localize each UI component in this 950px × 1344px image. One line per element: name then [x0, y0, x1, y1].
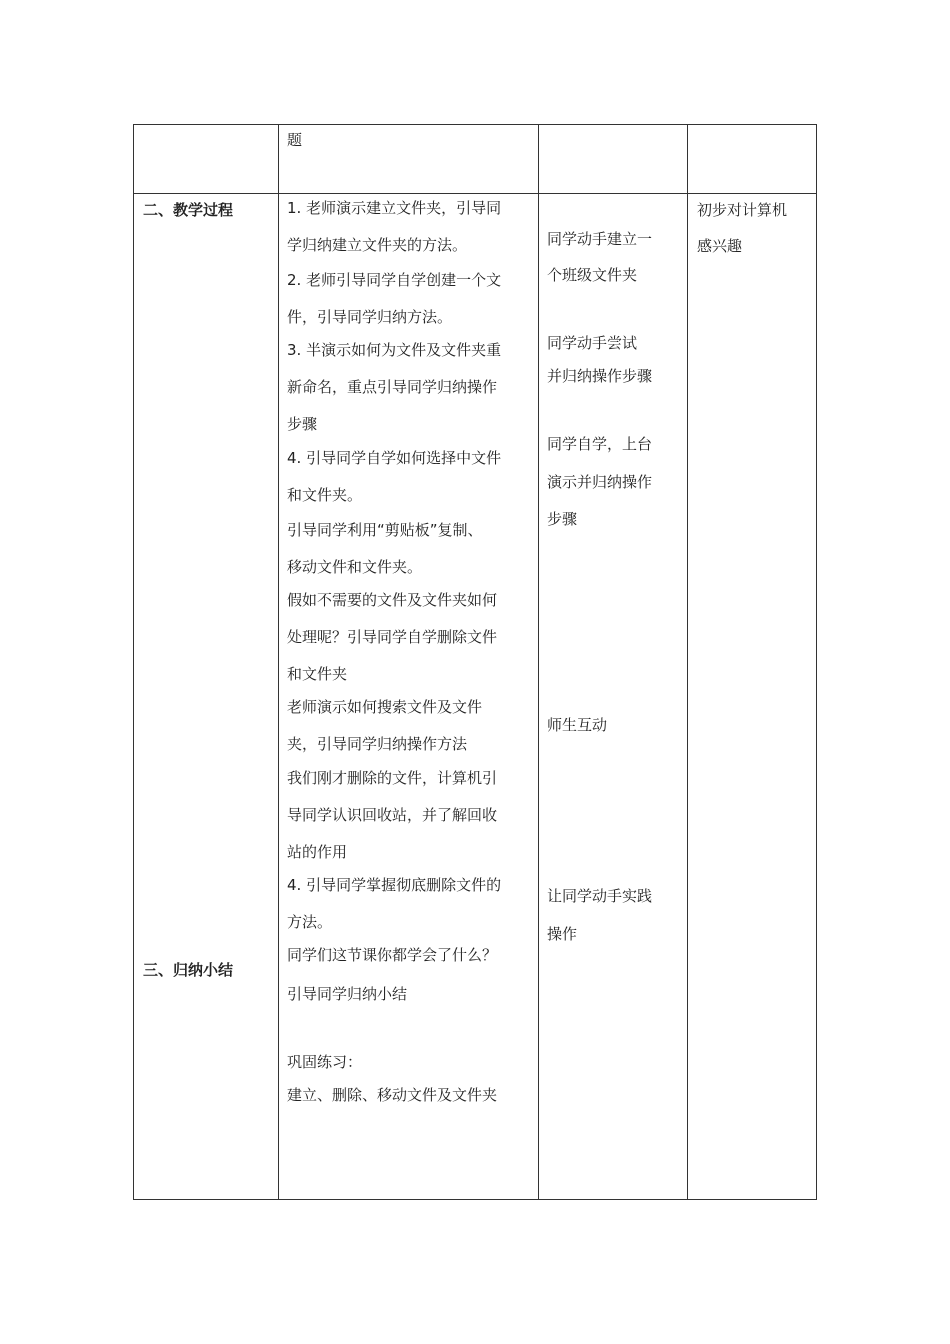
- teacher-line: 假如不需要的文件及文件夹如何: [287, 591, 498, 609]
- student-line: 操作: [547, 925, 578, 943]
- teacher-line: 站的作用: [287, 843, 348, 861]
- teacher-line: 4. 引导同学自学如何选择中文件: [287, 449, 502, 467]
- student-line: 同学动手建立一: [547, 230, 653, 248]
- teacher-line: 夹，引导同学归纳操作方法: [287, 735, 468, 753]
- intent-line: 初步对计算机: [697, 201, 788, 219]
- row-divider: [134, 193, 816, 194]
- section-summary-label: 三、归纳小结: [143, 961, 234, 979]
- lesson-table: [133, 124, 817, 1200]
- student-line: 个班级文件夹: [547, 266, 638, 284]
- column-divider: [278, 125, 279, 1199]
- teacher-line: 移动文件和文件夹。: [287, 558, 423, 576]
- teacher-line: 引导同学利用“剪贴板”复制、: [287, 521, 483, 539]
- student-line: 并归纳操作步骤: [547, 367, 653, 385]
- student-line: 师生互动: [547, 716, 608, 734]
- student-line: 让同学动手实践: [547, 887, 653, 905]
- top-row-content: 题: [287, 131, 303, 149]
- teacher-line: 和文件夹。: [287, 486, 363, 504]
- student-line: 同学动手尝试: [547, 334, 638, 352]
- teacher-line: 处理呢？引导同学自学删除文件: [287, 628, 498, 646]
- teacher-line: 3. 半演示如何为文件及文件夹重: [287, 341, 502, 359]
- teacher-line: 件，引导同学归纳方法。: [287, 308, 453, 326]
- teacher-line: 老师演示如何搜索文件及文件: [287, 698, 483, 716]
- student-line: 步骤: [547, 510, 578, 528]
- teacher-line: 方法。: [287, 913, 333, 931]
- teacher-line: 2. 老师引导同学自学创建一个文: [287, 271, 502, 289]
- teacher-line: 和文件夹: [287, 665, 348, 683]
- teacher-line: 同学们这节课你都学会了什么？: [287, 946, 498, 964]
- column-divider: [687, 125, 688, 1199]
- teacher-line: 4. 引导同学掌握彻底删除文件的: [287, 876, 502, 894]
- column-divider: [538, 125, 539, 1199]
- teacher-line: 我们刚才删除的文件，计算机引: [287, 769, 498, 787]
- teacher-line: 1. 老师演示建立文件夹，引导同: [287, 199, 502, 217]
- section-process-label: 二、教学过程: [143, 201, 234, 219]
- student-line: 同学自学，上台: [547, 435, 653, 453]
- intent-line: 感兴趣: [697, 237, 743, 255]
- teacher-line: 学归纳建立文件夹的方法。: [287, 236, 468, 254]
- teacher-line: 新命名，重点引导同学归纳操作: [287, 378, 498, 396]
- teacher-line: 导同学认识回收站，并了解回收: [287, 806, 498, 824]
- teacher-line: 巩固练习：: [287, 1053, 363, 1071]
- student-line: 演示并归纳操作: [547, 473, 653, 491]
- teacher-line: 建立、删除、移动文件及文件夹: [287, 1086, 498, 1104]
- teacher-line: 步骤: [287, 415, 318, 433]
- teacher-line: 引导同学归纳小结: [287, 985, 408, 1003]
